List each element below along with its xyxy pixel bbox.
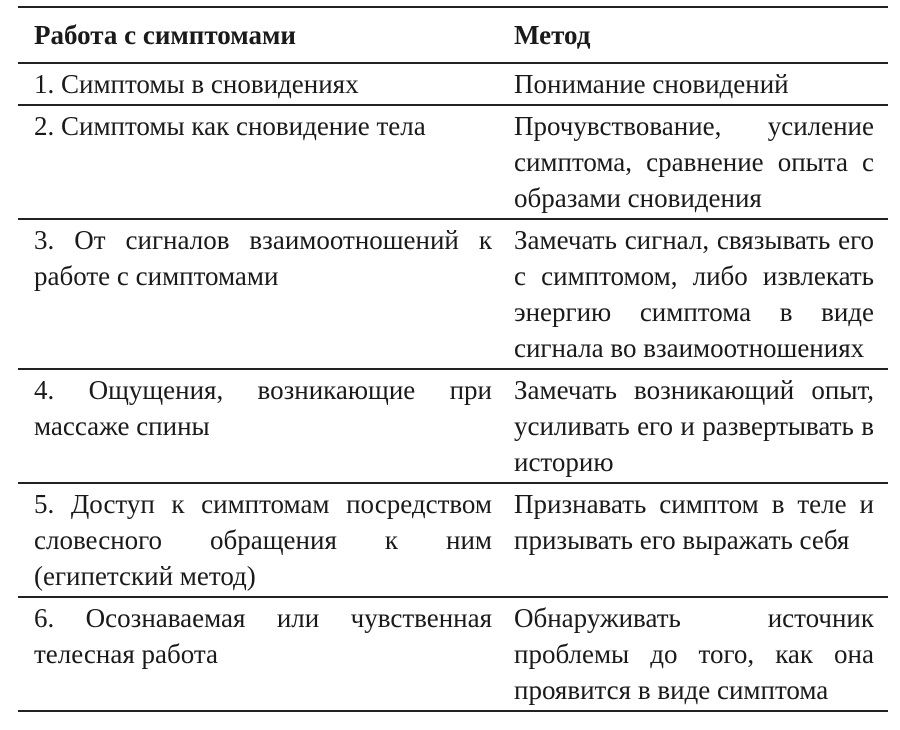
- symptom-methods-table: [18, 6, 888, 712]
- method-cell: Замечать сигнал, связывать его с симптомом, либо извлекать энергию симптома в виде сигнала во взаимоотношениях: [500, 219, 888, 369]
- symptom-methods-table-container: [18, 6, 888, 712]
- table-body: [18, 63, 888, 711]
- table-row: [18, 597, 888, 711]
- table-row: [18, 63, 888, 105]
- symptom-cell: 5. Доступ к симптомам посредством словесного обращения к ним (египетский метод): [18, 483, 500, 597]
- table-header: [18, 7, 888, 63]
- symptom-cell: 6. Осознаваемая или чувственная телесная работа: [18, 597, 500, 711]
- table-row: [18, 219, 888, 369]
- method-cell: Замечать возникающий опыт, усиливать его и развертывать в историю: [500, 369, 888, 483]
- header-row: [18, 7, 888, 63]
- symptom-cell: 3. От сигналов взаимоотношений к работе с симптомами: [18, 219, 500, 369]
- table-row: [18, 483, 888, 597]
- table-row: [18, 369, 888, 483]
- table-row: [18, 105, 888, 219]
- symptom-cell: 1. Симптомы в сновидениях: [18, 63, 500, 105]
- method-cell: Признавать симптом в теле и призывать его выражать себя: [500, 483, 888, 597]
- header-method: Метод: [500, 7, 888, 63]
- method-cell: Обнаруживать источник проблемы до того, как она проявится в виде симптома: [500, 597, 888, 711]
- symptom-cell: 4. Ощущения, возникающие при массаже спины: [18, 369, 500, 483]
- symptom-cell: 2. Симптомы как сновидение тела: [18, 105, 500, 219]
- method-cell: Понимание сновидений: [500, 63, 888, 105]
- header-symptom-work: Работа с симптомами: [18, 7, 500, 63]
- method-cell: Прочувствование, усиление симптома, сравнение опыта с образами сновидения: [500, 105, 888, 219]
